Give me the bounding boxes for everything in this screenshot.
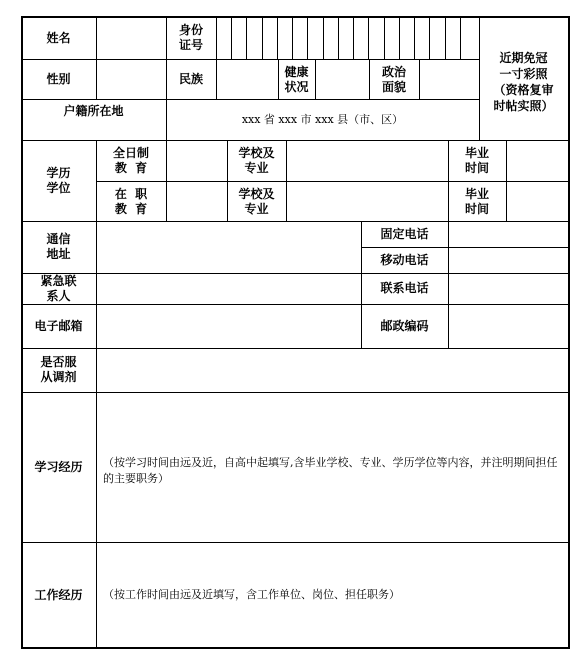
mobile-phone-field[interactable] <box>449 248 568 273</box>
politics-field[interactable] <box>420 60 479 99</box>
household-label: 户籍所在地 <box>63 103 124 118</box>
name-label: 姓名 <box>46 30 71 45</box>
accept-adjustment-field[interactable] <box>97 349 568 392</box>
photo-note: 近期免冠 一寸彩照 （资格复审 时帖实照） <box>493 50 554 113</box>
health-field[interactable] <box>316 60 369 99</box>
emergency-contact-field[interactable] <box>97 274 361 304</box>
inservice-grad-label: 毕业 时间 <box>464 186 489 216</box>
gender-field[interactable] <box>97 60 166 99</box>
fulltime-grad-label: 毕业 时间 <box>464 145 489 175</box>
border-right <box>568 16 570 649</box>
border-bottom <box>21 647 570 649</box>
work-history-field[interactable]: （按工作时间由远及近填写，含工作单位、岗位、担任职务） <box>103 588 400 601</box>
health-label: 健康 状况 <box>284 64 309 94</box>
politics-label: 政治 面貌 <box>381 64 406 94</box>
fulltime-school-field[interactable] <box>287 141 448 181</box>
inservice-school-label: 学校及 专业 <box>238 186 275 216</box>
fulltime-degree-field[interactable] <box>167 141 227 181</box>
fulltime-grad-field[interactable] <box>507 141 568 181</box>
fixed-phone-label: 固定电话 <box>380 226 429 241</box>
fixed-phone-field[interactable] <box>449 222 568 247</box>
ethnicity-field[interactable] <box>217 60 278 99</box>
mobile-phone-label: 移动电话 <box>380 252 429 267</box>
name-field[interactable] <box>97 17 166 59</box>
email-field[interactable] <box>97 305 361 348</box>
inservice-degree-field[interactable] <box>167 182 227 221</box>
fulltime-education-label: 全日制 教 育 <box>112 145 149 175</box>
ethnicity-label: 民族 <box>178 72 203 86</box>
postal-code-label: 邮政编码 <box>380 318 429 333</box>
gender-label: 性别 <box>46 72 71 86</box>
household-value[interactable]: xxx 省 xxx 市 xxx 县（市、区） <box>241 113 404 126</box>
address-label: 通信 地址 <box>46 232 71 261</box>
accept-adjustment-label: 是否服 从调剂 <box>40 355 77 384</box>
contact-phone-field[interactable] <box>449 274 568 304</box>
id-number-label: 身份 证号 <box>178 23 203 52</box>
study-history-field[interactable]: （按学习时间由远及近，自高中起填写,含毕业学校、专业、学历学位等内容，并注明期间担任的主要职务） <box>103 455 558 485</box>
education-label: 学历 学位 <box>46 166 71 195</box>
study-history-label: 学习经历 <box>34 459 83 474</box>
postal-code-field[interactable] <box>449 305 568 348</box>
id-number-field[interactable] <box>217 17 479 59</box>
address-field[interactable] <box>97 222 361 273</box>
inservice-grad-field[interactable] <box>507 182 568 221</box>
contact-phone-label: 联系电话 <box>380 281 429 295</box>
email-label: 电子邮箱 <box>34 318 83 333</box>
emergency-contact-label: 紧急联 系人 <box>40 273 77 303</box>
inservice-school-field[interactable] <box>287 182 448 221</box>
fulltime-school-label: 学校及 专业 <box>238 145 275 175</box>
work-history-label: 工作经历 <box>34 587 83 602</box>
inservice-education-label: 在 职 教 育 <box>114 186 148 216</box>
